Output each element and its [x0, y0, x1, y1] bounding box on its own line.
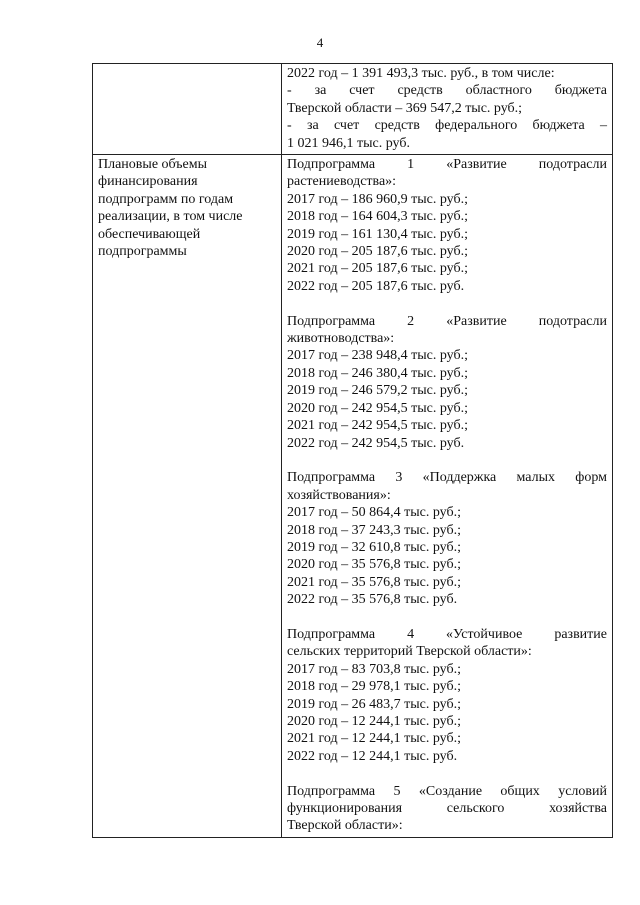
subprogram-3-block — [287, 469, 607, 608]
subprogram-2-title-cont: животноводства»: — [287, 331, 395, 347]
spacer — [287, 765, 607, 782]
row2-left-cell — [93, 155, 282, 838]
year-amount-line: 2019 год – 161 130,4 тыс. руб.; — [287, 226, 468, 242]
year-amount-line: 2022 год – 12 244,1 тыс. руб. — [287, 748, 458, 764]
row1-line: - за счет средств федерального бюджета – — [287, 118, 607, 134]
year-amount-line: 2017 год – 186 960,9 тыс. руб.; — [287, 191, 468, 207]
row1-line: - за счет средств областного бюджета — [287, 83, 607, 99]
spacer — [287, 452, 607, 469]
year-amount-line: 2019 год – 32 610,8 тыс. руб.; — [287, 539, 461, 555]
year-amount-line: 2022 год – 205 187,6 тыс. руб. — [287, 278, 465, 294]
row-label-line: финансирования — [98, 174, 198, 190]
row-label-line: обеспечивающей — [98, 226, 201, 242]
row2-right-cell — [282, 155, 613, 838]
subprogram-4-title-cont: сельских территорий Тверской области»: — [287, 644, 532, 660]
row1-left-cell — [93, 64, 282, 155]
subprogram-3-title-cont: хозяйствования»: — [287, 487, 391, 503]
year-amount-line: 2020 год – 12 244,1 тыс. руб.; — [287, 713, 461, 729]
subprogram-3-title: Подпрограмма 3 «Поддержка малых форм — [287, 470, 607, 486]
year-amount-line: 2021 год – 205 187,6 тыс. руб.; — [287, 261, 468, 277]
row-label-line: подпрограмм по годам — [98, 191, 234, 207]
row1-line: 1 021 946,1 тыс. руб. — [287, 135, 410, 151]
year-amount-line: 2017 год – 83 703,8 тыс. руб.; — [287, 661, 461, 677]
year-amount-line: 2019 год – 246 579,2 тыс. руб.; — [287, 383, 468, 399]
row-label-line: Плановые объемы — [98, 157, 208, 173]
subprogram-5-title: Подпрограмма 5 «Создание общих условий — [287, 783, 607, 799]
year-amount-line: 2019 год – 26 483,7 тыс. руб.; — [287, 696, 461, 712]
subprogram-2-block — [287, 313, 607, 452]
row1-right-cell — [282, 64, 613, 155]
year-amount-line: 2018 год – 164 604,3 тыс. руб.; — [287, 209, 468, 225]
year-amount-line: 2017 год – 50 864,4 тыс. руб.; — [287, 505, 461, 521]
year-amount-line: 2018 год – 37 243,3 тыс. руб.; — [287, 522, 461, 538]
spacer — [287, 295, 607, 312]
financing-table — [92, 63, 613, 838]
year-amount-line: 2020 год – 242 954,5 тыс. руб.; — [287, 400, 468, 416]
page-number: 4 — [316, 35, 324, 50]
subprogram-4-title: Подпрограмма 4 «Устойчивое развитие — [287, 626, 607, 642]
subprogram-5-block — [287, 783, 607, 835]
row-label-line: подпрограммы — [98, 244, 187, 260]
subprogram-4-block — [287, 626, 607, 765]
subprogram-1-title: Подпрограмма 1 «Развитие подотрасли — [287, 157, 607, 173]
year-amount-line: 2020 год – 205 187,6 тыс. руб.; — [287, 244, 468, 260]
subprogram-2-title: Подпрограмма 2 «Развитие подотрасли — [287, 313, 607, 329]
row-label-line: реализации, в том числе — [98, 209, 243, 225]
year-amount-line: 2018 год – 246 380,4 тыс. руб.; — [287, 365, 468, 381]
year-amount-line: 2021 год – 12 244,1 тыс. руб.; — [287, 731, 461, 747]
subprogram-5-title-cont: Тверской области»: — [287, 818, 403, 834]
subprogram-1-block — [287, 156, 607, 295]
row1-line: Тверской области – 369 547,2 тыс. руб.; — [287, 100, 523, 116]
row1-line: 2022 год – 1 391 493,3 тыс. руб., в том числе: — [287, 66, 555, 81]
table-row — [93, 64, 613, 155]
spacer — [287, 609, 607, 626]
subprogram-5-title-cont: функционирования сельского хозяйства — [287, 801, 607, 816]
year-amount-line: 2021 год – 242 954,5 тыс. руб.; — [287, 418, 468, 434]
year-amount-line: 2022 год – 242 954,5 тыс. руб. — [287, 435, 465, 451]
year-amount-line: 2020 год – 35 576,8 тыс. руб.; — [287, 557, 461, 573]
year-amount-line: 2022 год – 35 576,8 тыс. руб. — [287, 592, 458, 608]
year-amount-line: 2017 год – 238 948,4 тыс. руб.; — [287, 348, 468, 364]
year-amount-line: 2018 год – 29 978,1 тыс. руб.; — [287, 679, 461, 695]
subprogram-1-title-cont: растениеводства»: — [287, 174, 397, 190]
table-row — [93, 155, 613, 838]
year-amount-line: 2021 год – 35 576,8 тыс. руб.; — [287, 574, 461, 590]
